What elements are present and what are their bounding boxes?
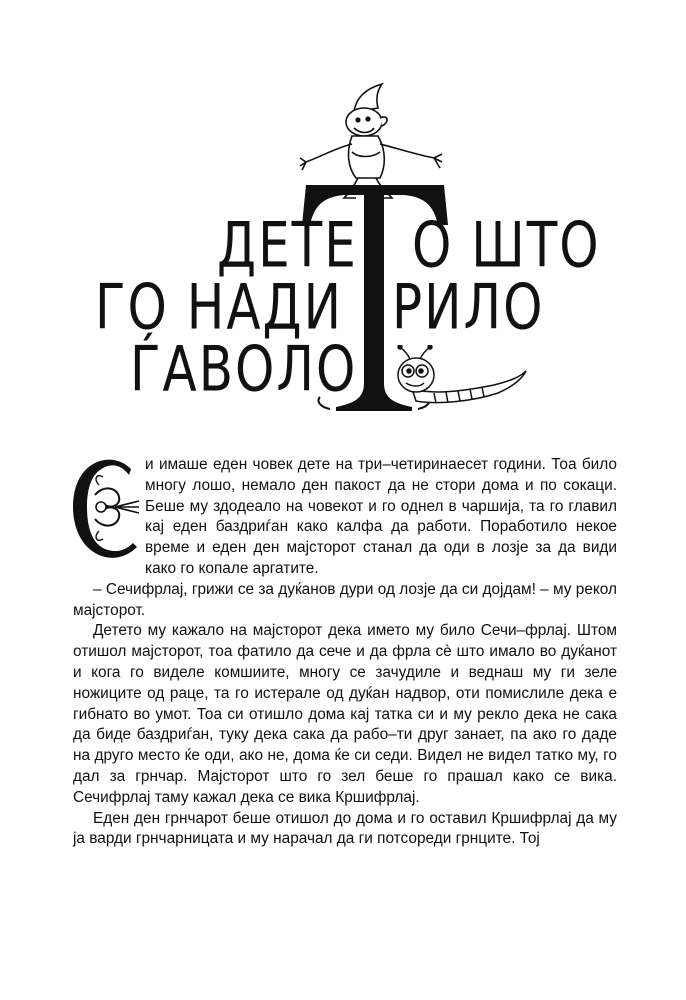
title-line-1-right: О ШТО	[412, 209, 601, 282]
title-line-2-right: РИЛО	[392, 271, 545, 344]
imp-illustration	[296, 82, 446, 202]
title-line-3-left: ЃАВОЛО	[130, 333, 358, 406]
paragraph-2: – Сечифрлај, грижи се за дуќанов дури од лозје да си дојдам! – му рекол мајсторот.	[73, 580, 617, 619]
paragraph-4: Еден ден грнчарот беше отишол до дома и го оставил Кршифрлај да му ја варди грнчарницата и му нарачал да ги потсореди грнците. Тој	[73, 809, 617, 848]
title-line-2-left: ГО НАДИ	[95, 271, 344, 344]
drop-cap-letter	[71, 455, 141, 559]
paragraph-3: Детето му кажало на мајсторот дека името му било Сечи–фрлај. Штом отишол мајсторот, тоа фатило да сече и да фрла сè што имало во дуќанот и кога го виделе комшиите, многу се зачудиле и веднаш му ги зеле ножиците од раце, та го истерале од дуќан надвор, оти помислиле дека е гибнато во умот. Тоа си отишло дома кај татка си и му рекло дека не сака да биде баздриѓан, туку дека сака да рабо–ти друг занает, па ако го даде на друго место ќе оди, ако не, дома ќе си седи. Видел не видел татко му, го дал за грнчар. Мајсторот што го зел беше го прашал како се вика. Сечифрлај таму кажал дека се вика Кршифрлај.	[73, 622, 617, 806]
worm-illustration	[394, 345, 529, 407]
paragraph-1: и имаше еден човек дете на три–четиринаесет години. Тоа било многу лошо, немало ден пакост да не стори дома и по сокаци. Беше му здодеало на човекот и го однел в чаршија, та го главил кај еден баздриѓан како калфа да работи. Поработило некое време и еден ден мајсторот станал да оди в лозје за да види како го копале аргатите.	[145, 456, 617, 577]
story-text	[73, 455, 617, 850]
title-line-1-left: ДЕТЕ	[217, 209, 358, 282]
